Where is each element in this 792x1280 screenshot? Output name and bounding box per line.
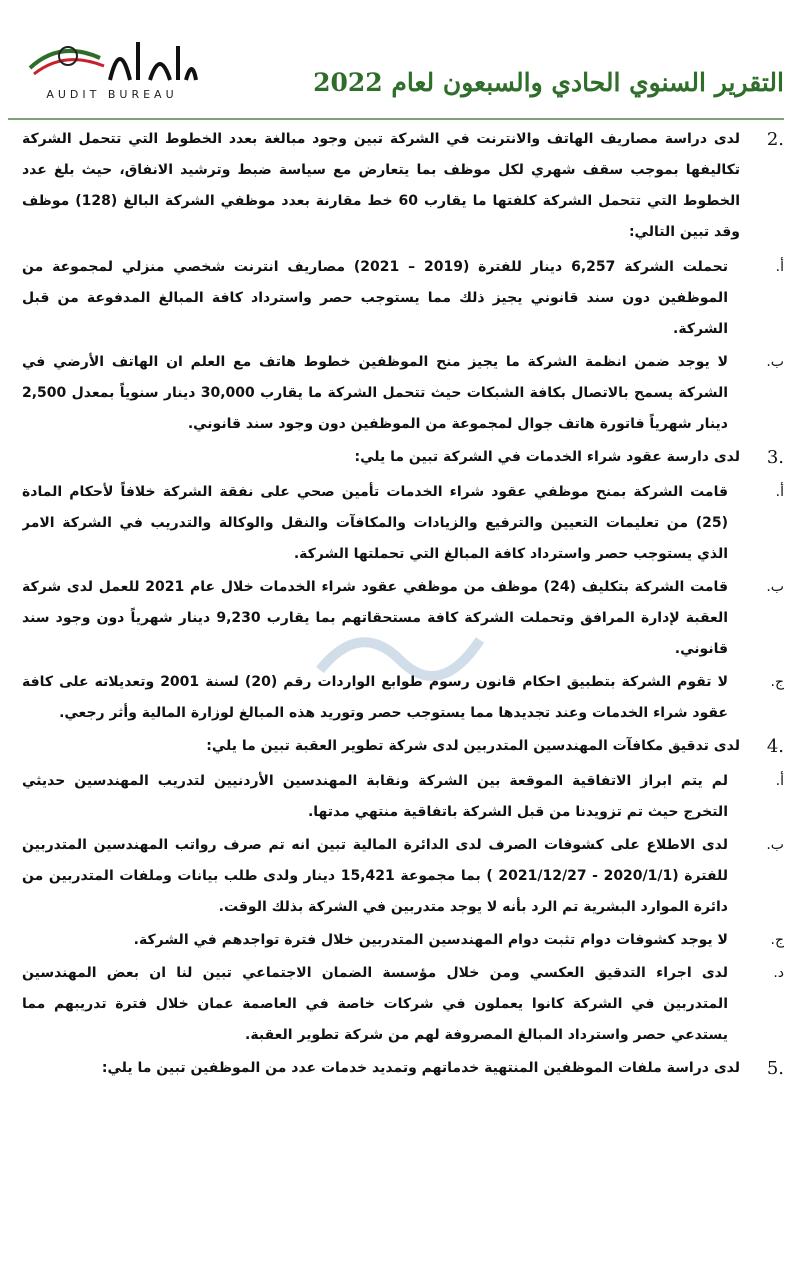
finding-text: لدى دارسة عقود شراء الخدمات في الشركة تبين ما يلي: <box>354 449 740 465</box>
item-text: لدى اجراء التدقيق العكسي ومن خلال مؤسسة الضمان الاجتماعي تبين لنا ان بعض المهندسين المتدربين في الشركة كانوا يعملون في شركات خاصة في العاصمة عمان خلال فترة تدريبهم مما يستدعي حصر واسترداد المبالغ المصروفة لهم من شركة تطوير العقبة. <box>22 965 728 1043</box>
finding-number: .4 <box>766 736 784 757</box>
item-text: لدى الاطلاع على كشوفات الصرف لدى الدائرة المالية تبين انه تم صرف رواتب المهندسين المتدربين للفترة (2020/1/1 - 2021/12/27 ) بما مجموعة 15,421 دينار ولدى طلب بيانات وملفات المتدربين من دائرة الموارد البشرية تم الرد بأنه لا يوجد متدربين في الشركة بذلك الوقت. <box>22 837 728 915</box>
finding-text: لدى دراسة مصاريف الهاتف والانترنت في الشركة تبين وجود مبالغة بعدد الخطوط التي تتحمل الشركة تكاليفها بموجب سقف شهري لكل موظف بما يتعارض مع سياسة ضبط وترشيد الانفاق، حيث بلغ عدد الخطوط التي تتحمل الشركة كلفتها ما يقارب 60 خط مقارنة بعدد موظفي الشركة البالغ (128) موظف وقد تبين التالي: <box>22 131 741 240</box>
item-text: لا يوجد كشوفات دوام تثبت دوام المهندسين المتدربين خلال فترة تواجدهم في الشركة. <box>133 932 728 948</box>
item-letter: ب. <box>766 354 784 370</box>
item-letter: ب. <box>766 579 784 595</box>
item-letter: أ. <box>775 484 784 500</box>
header-divider <box>8 118 784 120</box>
item-letter: د. <box>773 965 784 981</box>
finding-number: .3 <box>766 447 784 468</box>
item-letter: ب. <box>766 837 784 853</box>
finding-3 <box>22 442 784 473</box>
item-letter: أ. <box>775 259 784 275</box>
item-letter: ج. <box>770 674 784 690</box>
finding-text: لدى دراسة ملفات الموظفين المنتهية خدماتهم وتمديد خدمات عدد من الموظفين تبين ما يلي: <box>101 1060 740 1076</box>
audit-bureau-emblem <box>20 28 200 90</box>
logo-subtitle: AUDIT BUREAU <box>46 88 178 101</box>
item-letter: أ. <box>775 773 784 789</box>
finding-2-item-b <box>22 347 784 440</box>
page-header <box>0 0 792 118</box>
report-body <box>22 124 784 1274</box>
item-text: لا يوجد ضمن انظمة الشركة ما يجيز منح الموظفين خطوط هاتف مع العلم ان الهاتف الأرضي في الشركة يسمح بالاتصال بكافة الشبكات حيث تتحمل الشركة ما يقارب 30,000 دينار سنوياً بمعدل 2,500 دينار شهرياً فاتورة هاتف جوال لمجموعة من الموظفين دون وجود سند قانوني. <box>22 354 728 432</box>
finding-text: لدى تدقيق مكافآت المهندسين المتدربين لدى شركة تطوير العقبة تبين ما يلي: <box>206 738 740 754</box>
finding-5 <box>22 1053 784 1084</box>
finding-4-item-d <box>22 958 784 1051</box>
finding-4-item-a <box>22 766 784 828</box>
item-text: قامت الشركة بتكليف (24) موظف من موظفي عقود شراء الخدمات خلال عام 2021 للعمل لدى شركة العقبة لإدارة المرافق وتحملت الشركة كافة مستحقاتهم بما يقارب 9,230 دينار شهرياً دون وجود سند قانوني. <box>22 579 729 657</box>
finding-number: .5 <box>766 1058 784 1079</box>
finding-4 <box>22 731 784 762</box>
finding-3-item-b <box>22 572 784 665</box>
report-title: التقرير السنوي الحادي والسبعون لعام 2022 <box>313 68 784 97</box>
finding-number: .2 <box>766 129 784 150</box>
finding-3-item-c <box>22 667 784 729</box>
finding-2-item-a <box>22 252 784 345</box>
audit-bureau-logo <box>20 28 200 108</box>
item-text: لا تقوم الشركة بتطبيق احكام قانون رسوم طوابع الواردات رقم (20) لسنة 2001 وتعديلاته على كافة عقود شراء الخدمات وعند تجديدها مما يستوجب حصر وتوريد هذه المبالغ لوزارة المالية وأثر رجعي. <box>22 674 729 721</box>
item-text: لم يتم ابراز الاتفاقية الموقعة بين الشركة ونقابة المهندسين الأردنيين لتدريب المهندسين حديثي التخرج حيث تم تزويدنا من قبل الشركة باتفاقية منتهي مدتها. <box>22 773 728 820</box>
finding-3-item-a <box>22 477 784 570</box>
item-letter: ج. <box>770 932 784 948</box>
finding-2 <box>22 124 784 248</box>
finding-4-item-c <box>22 925 784 956</box>
finding-4-item-b <box>22 830 784 923</box>
item-text: تحملت الشركة 6,257 دينار للفترة (2019 – 2021) مصاريف انترنت شخصي منزلي لمجموعة من الموظفين دون سند قانوني يجيز ذلك مما يستوجب حصر واسترداد كافة المبالغ المدفوعة من قبل الشركة. <box>22 259 728 337</box>
item-text: قامت الشركة بمنح موظفي عقود شراء الخدمات تأمين صحي على نفقة الشركة خلافاً لأحكام المادة (25) من تعليمات التعيين والترفيع والزيادات والمكافآت والنقل والوكالة والتدريب في الشركة الامر الذي يستوجب حصر واسترداد كافة المبالغ التي تحملتها الشركة. <box>22 484 728 562</box>
